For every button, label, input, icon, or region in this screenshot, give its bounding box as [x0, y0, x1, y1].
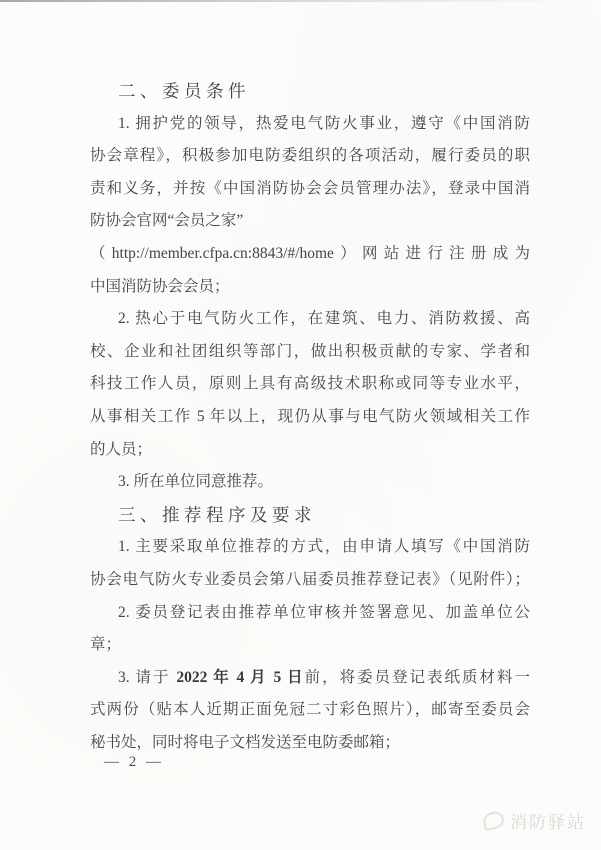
document-body: [90, 75, 530, 759]
doc-line: 式两份（贴本人近期正面免冠二寸彩色照片），邮寄至委员会: [90, 701, 530, 719]
deadline-date: 2022 年 4 月 5 日: [176, 668, 305, 686]
doc-line: 秘书处，同时将电子文档发送至电防委邮箱；: [90, 733, 401, 751]
watermark-text: 消防驿站: [510, 813, 586, 832]
doc-line: 中国消防协会会员；: [90, 277, 230, 295]
doc-line-deadline: [90, 662, 530, 695]
doc-line: 1. 主要采取单位推荐的方式，由申请人填写《中国消防: [118, 538, 530, 556]
deadline-prefix: 3. 请于: [118, 668, 177, 686]
doc-line: 责和义务，并按《中国消防协会会员管理办法》，登录中国消: [90, 179, 530, 197]
page-number: — 2 —: [104, 754, 164, 770]
scan-top-edge-line: [0, 0, 601, 2]
doc-line: 3. 所在单位同意推荐。: [118, 473, 274, 491]
deadline-suffix: 前，将委员登记表纸质材料一: [304, 668, 530, 686]
doc-line: 校、企业和社团组织等部门，做出积极贡献的专家、学者和: [90, 342, 530, 360]
doc-line-registration-url: （http://member.cfpa.cn:8843/#/home）网站进行注册成为: [90, 244, 530, 262]
doc-line: 2. 热心于电气防火工作，在建筑、电力、消防救援、高: [118, 310, 530, 328]
doc-line: 2. 委员登记表由推荐单位审核并签署意见、加盖单位公: [118, 603, 530, 621]
doc-line: 协会章程》，积极参加电防委组织的各项活动，履行委员的职: [90, 147, 530, 165]
section-heading-recommendation-procedure: 三、推荐程序及要求: [118, 504, 316, 525]
section-heading-committee-conditions: 二、委员条件: [118, 81, 250, 101]
watermark: [483, 808, 586, 833]
doc-line: 1. 拥护党的领导，热爱电气防火事业，遵守《中国消防: [118, 114, 530, 132]
doc-line: 科技工作人员，原则上具有高级技术职称或同等专业水平，: [90, 375, 530, 393]
doc-line: 的人员；: [90, 440, 153, 458]
doc-line: 协会电气防火专业委员会第八届委员推荐登记表》（见附件）；: [90, 570, 530, 588]
doc-line: 防协会官网“会员之家”: [90, 212, 244, 230]
watermark-logo-icon: [481, 810, 505, 832]
doc-line: 从事相关工作 5 年以上，现仍从事与电气防火领域相关工作: [90, 407, 530, 425]
doc-line: 章；: [90, 636, 122, 654]
